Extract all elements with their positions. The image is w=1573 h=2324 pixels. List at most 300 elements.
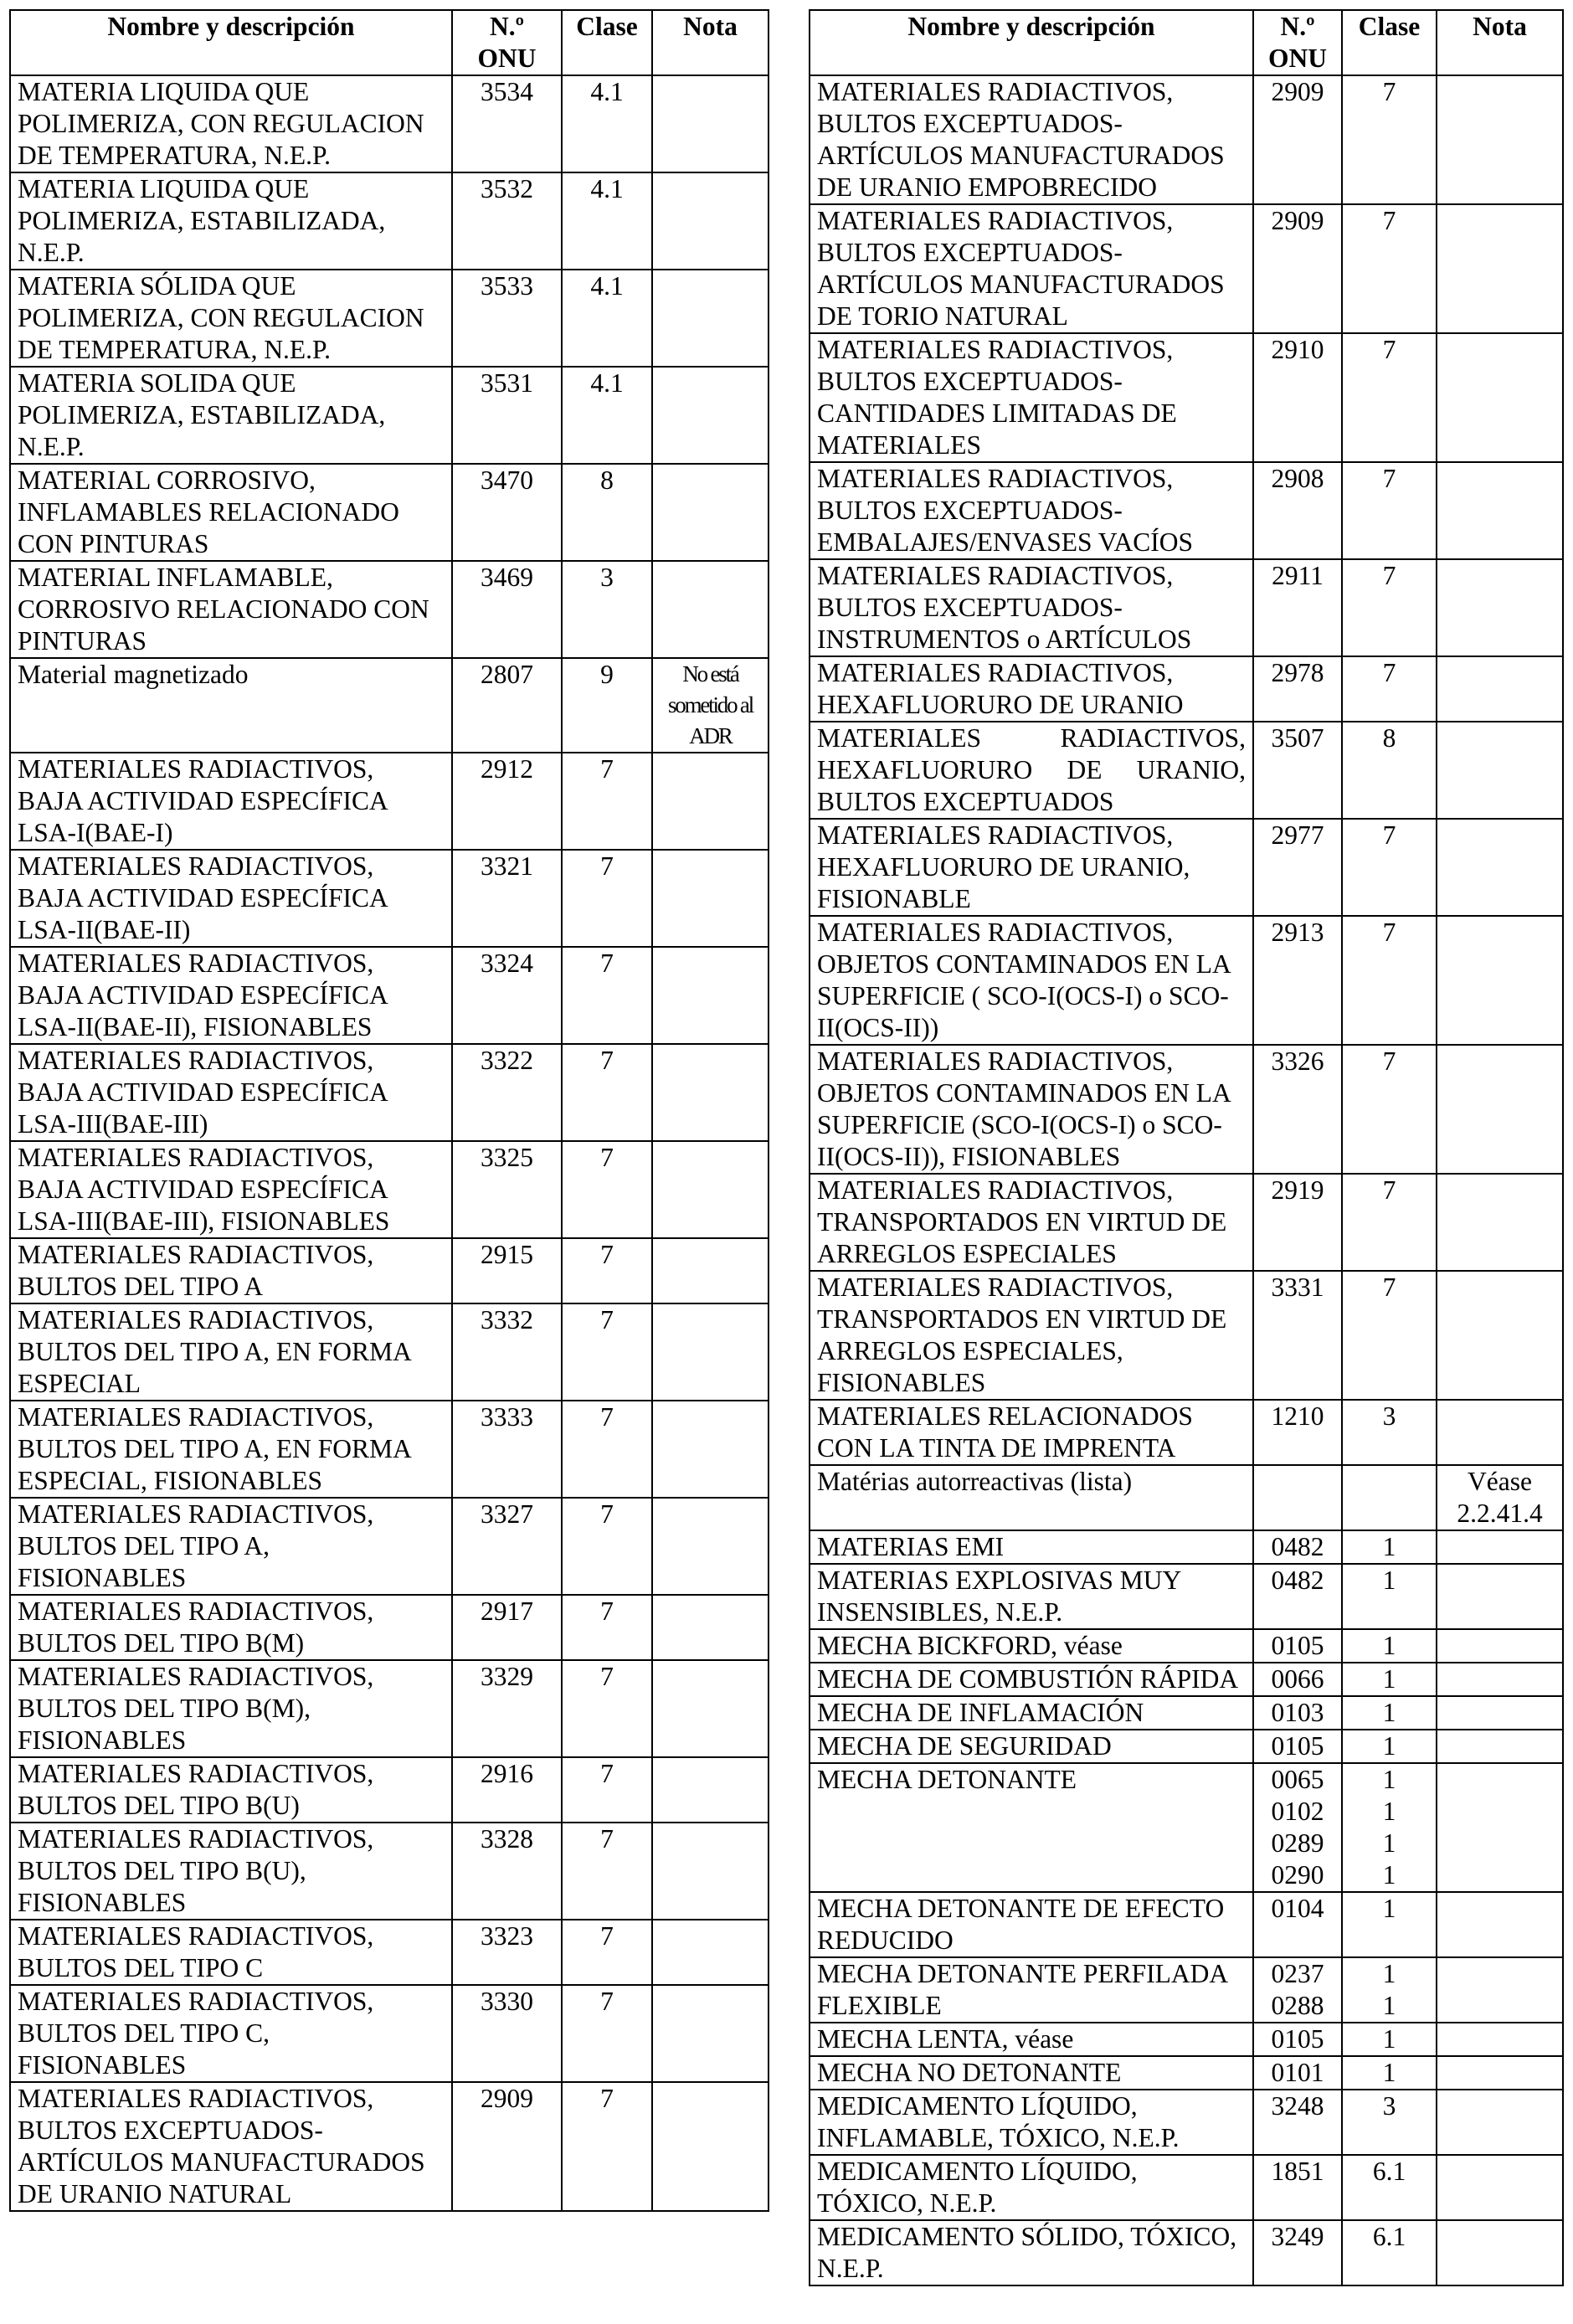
cell-nota (652, 1920, 769, 1985)
onu-value: 2913 (1271, 918, 1324, 947)
cell-onu (452, 1757, 562, 1823)
table-row (10, 850, 769, 947)
cell-clase (1342, 1663, 1437, 1696)
cell-onu (452, 367, 562, 464)
cell-nota (652, 1401, 769, 1498)
cell-onu (452, 2082, 562, 2211)
cell-clase (1342, 1730, 1437, 1763)
clase-value: 7 (600, 1596, 614, 1626)
onu-value: 3469 (481, 563, 533, 592)
cell-nota (652, 75, 769, 172)
table-row (810, 2023, 1563, 2056)
cell-nota: No está sometido al ADR (652, 658, 769, 753)
clase-value: 1 (1382, 1991, 1396, 2020)
table-row (810, 1400, 1563, 1465)
table-row (810, 1530, 1563, 1564)
cell-onu (1253, 819, 1342, 916)
clase-value: 7 (1382, 206, 1396, 235)
table-row (10, 75, 769, 172)
cell-name: MATERIA LIQUIDA QUE POLIMERIZA, ESTABILIZADA, N.E.P. (10, 172, 452, 270)
clase-value: 1 (1382, 1894, 1396, 1923)
clase-value: 4.1 (590, 77, 624, 106)
cell-onu (1253, 559, 1342, 656)
cell-name: MECHA LENTA, véase (810, 2023, 1253, 2056)
cell-nota (1437, 819, 1563, 916)
cell-nota (1437, 1957, 1563, 2023)
clase-value: 3 (600, 563, 614, 592)
clase-value: 3 (1382, 2091, 1396, 2121)
onu-value: 3333 (481, 1402, 533, 1432)
table-row (810, 559, 1563, 656)
cell-name: MATERIALES RADIACTIVOS, TRANSPORTADOS EN VIRTUD DE ARREGLOS ESPECIALES, FISIONABLES (810, 1271, 1253, 1400)
cell-onu (1253, 1400, 1342, 1465)
cell-nota (652, 172, 769, 270)
table-row (10, 1985, 769, 2082)
clase-value: 7 (1382, 1175, 1396, 1205)
cell-name: MATERIAS EMI (810, 1530, 1253, 1564)
cell-clase (562, 753, 652, 850)
header-nota: Nota (652, 10, 769, 75)
cell-name: MATERIA SOLIDA QUE POLIMERIZA, ESTABILIZADA, N.E.P. (10, 367, 452, 464)
clase-value: 7 (600, 851, 614, 881)
cell-name: MATERIALES RADIACTIVOS, BULTOS DEL TIPO A, EN FORMA ESPECIAL (10, 1303, 452, 1401)
table-row (810, 1696, 1563, 1730)
cell-clase (562, 1141, 652, 1238)
clase-value: 7 (600, 1921, 614, 1951)
cell-name: MATERIALES RADIACTIVOS, TRANSPORTADOS EN VIRTUD DE ARREGLOS ESPECIALES (810, 1174, 1253, 1271)
onu-value: 1210 (1271, 1401, 1324, 1431)
cell-nota (1437, 204, 1563, 333)
cell-onu (1253, 1957, 1342, 2023)
clase-value: 6.1 (1372, 2222, 1406, 2251)
table-row (810, 1045, 1563, 1174)
cell-nota (652, 1498, 769, 1595)
cell-clase (562, 172, 652, 270)
cell-nota (652, 850, 769, 947)
cell-onu (1253, 1696, 1342, 1730)
cell-name: MATERIALES RADIACTIVOS, BAJA ACTIVIDAD ESPECÍFICA LSA-III(BAE-III), FISIONABLES (10, 1141, 452, 1238)
cell-name: MEDICAMENTO SÓLIDO, TÓXICO, N.E.P. (810, 2220, 1253, 2285)
onu-value: 0288 (1271, 1991, 1324, 2020)
onu-value: 0105 (1271, 2024, 1324, 2054)
clase-value: 8 (1382, 723, 1396, 753)
onu-value: 2978 (1271, 658, 1324, 687)
clase-value: 7 (600, 949, 614, 978)
cell-clase (562, 1238, 652, 1303)
cell-nota (1437, 1400, 1563, 1465)
cell-name: MATERIALES RADIACTIVOS, BAJA ACTIVIDAD ESPECÍFICA LSA-III(BAE-III) (10, 1044, 452, 1141)
clase-value: 7 (600, 1305, 614, 1334)
clase-value: 7 (600, 1046, 614, 1075)
cell-onu (1253, 75, 1342, 204)
cell-clase (1342, 75, 1437, 204)
onu-value: 0066 (1271, 1664, 1324, 1694)
cell-onu (1253, 1271, 1342, 1400)
cell-nota (1437, 559, 1563, 656)
table-row (10, 1303, 769, 1401)
table-row (810, 1174, 1563, 1271)
clase-value: 7 (600, 1402, 614, 1432)
cell-nota (1437, 462, 1563, 559)
cell-nota (652, 947, 769, 1044)
onu-value: 3325 (481, 1143, 533, 1172)
cell-nota (652, 464, 769, 561)
table-header-row (10, 10, 769, 75)
cell-nota (1437, 1892, 1563, 1957)
onu-value: 3534 (481, 77, 533, 106)
cell-onu (1253, 1629, 1342, 1663)
cell-clase (1342, 1957, 1437, 2023)
cell-onu (1253, 2220, 1342, 2285)
cell-nota (1437, 1629, 1563, 1663)
clase-value: 1 (1382, 1828, 1396, 1858)
cell-onu (1253, 2056, 1342, 2090)
cell-onu (1253, 1663, 1342, 1696)
cell-nota (652, 1303, 769, 1401)
cell-name: MATERIALES RADIACTIVOS, BULTOS DEL TIPO A, EN FORMA ESPECIAL, FISIONABLES (10, 1401, 452, 1498)
table-row (10, 2082, 769, 2211)
cell-nota: Véase 2.2.41.4 (1437, 1465, 1563, 1530)
table-row (10, 1498, 769, 1595)
cell-onu (1253, 1730, 1342, 1763)
clase-value: 7 (1382, 1273, 1396, 1302)
table-row (10, 367, 769, 464)
table-row (810, 204, 1563, 333)
table-row (810, 1663, 1563, 1696)
onu-value: 3332 (481, 1305, 533, 1334)
cell-clase (1342, 1530, 1437, 1564)
cell-clase (1342, 1696, 1437, 1730)
cell-name: Material magnetizado (10, 658, 452, 753)
cell-nota (1437, 1663, 1563, 1696)
clase-value: 7 (1382, 658, 1396, 687)
clase-value: 1 (1382, 1566, 1396, 1595)
cell-clase (1342, 656, 1437, 722)
header-clase: Clase (562, 10, 652, 75)
cell-onu (452, 1985, 562, 2082)
cell-onu (1253, 1564, 1342, 1629)
cell-onu (1253, 2023, 1342, 2056)
onu-value: 2910 (1271, 335, 1324, 364)
clase-value: 1 (1382, 1664, 1396, 1694)
clase-value: 7 (1382, 1046, 1396, 1076)
cell-name: MEDICAMENTO LÍQUIDO, INFLAMABLE, TÓXICO, N.E.P. (810, 2090, 1253, 2155)
table-row (810, 2090, 1563, 2155)
table-row (10, 1757, 769, 1823)
cell-nota (1437, 1271, 1563, 1400)
cell-name: MATERIALES RADIACTIVOS, BULTOS DEL TIPO C (10, 1920, 452, 1985)
cell-clase (562, 367, 652, 464)
onu-value: 3248 (1271, 2091, 1324, 2121)
cell-name: MATERIALES RADIACTIVOS, BULTOS EXCEPTUADOS-EMBALAJES/ENVASES VACÍOS (810, 462, 1253, 559)
onu-value: 3532 (481, 174, 533, 203)
onu-value: 2911 (1272, 561, 1324, 590)
cell-name: MATERIALES RELACIONADOS CON LA TINTA DE IMPRENTA (810, 1400, 1253, 1465)
clase-value: 7 (1382, 918, 1396, 947)
onu-value: 0103 (1271, 1698, 1324, 1727)
cell-onu (452, 1595, 562, 1660)
table-row (10, 1044, 769, 1141)
cell-clase (562, 464, 652, 561)
clase-value: 7 (600, 1824, 614, 1854)
dangerous-goods-table-left (9, 9, 769, 2212)
cell-clase (562, 1498, 652, 1595)
cell-onu (1253, 656, 1342, 722)
cell-name: MATERIALES RADIACTIVOS, BULTOS DEL TIPO B(M), FISIONABLES (10, 1660, 452, 1757)
cell-clase (562, 1823, 652, 1920)
clase-value: 7 (600, 2084, 614, 2113)
cell-clase (1342, 1629, 1437, 1663)
onu-value: 1851 (1271, 2157, 1324, 2186)
table-row (10, 1823, 769, 1920)
clase-value: 7 (1382, 820, 1396, 850)
clase-value: 8 (600, 465, 614, 495)
cell-onu (1253, 2090, 1342, 2155)
cell-onu (452, 1823, 562, 1920)
cell-name: MEDICAMENTO LÍQUIDO, TÓXICO, N.E.P. (810, 2155, 1253, 2220)
cell-nota (1437, 333, 1563, 462)
onu-value: 0482 (1271, 1532, 1324, 1561)
cell-onu (1253, 1892, 1342, 1957)
cell-nota (652, 1238, 769, 1303)
cell-clase (1342, 916, 1437, 1045)
cell-nota (1437, 2056, 1563, 2090)
clase-value: 7 (600, 1662, 614, 1691)
onu-value: 3328 (481, 1824, 533, 1854)
cell-clase (1342, 1400, 1437, 1465)
onu-value: 2915 (481, 1240, 533, 1269)
cell-name: MECHA DE INFLAMACIÓN (810, 1696, 1253, 1730)
onu-value: 0105 (1271, 1631, 1324, 1660)
onu-value: 2917 (481, 1596, 533, 1626)
onu-value: 2908 (1271, 464, 1324, 493)
onu-value: 2912 (481, 754, 533, 784)
cell-onu (1253, 2155, 1342, 2220)
cell-clase (562, 75, 652, 172)
cell-clase (1342, 2056, 1437, 2090)
table-row (810, 819, 1563, 916)
table-row (810, 1892, 1563, 1957)
table-row (810, 462, 1563, 559)
cell-onu (1253, 1530, 1342, 1564)
cell-clase (562, 1303, 652, 1401)
onu-value: 3531 (481, 368, 533, 398)
onu-value: 0065 (1271, 1765, 1324, 1794)
cell-onu (1253, 1045, 1342, 1174)
cell-clase (562, 850, 652, 947)
table-row (810, 2220, 1563, 2285)
cell-name: MATERIALES RADIACTIVOS, HEXAFLUORURO DE URANIO (810, 656, 1253, 722)
clase-value: 7 (1382, 561, 1396, 590)
onu-value: 2909 (1271, 206, 1324, 235)
cell-name: MATERIALES RADIACTIVOS, BAJA ACTIVIDAD ESPECÍFICA LSA-I(BAE-I) (10, 753, 452, 850)
cell-nota (652, 1660, 769, 1757)
cell-onu (452, 270, 562, 367)
cell-name: MECHA NO DETONANTE (810, 2056, 1253, 2090)
header-onu: N.º ONU (1253, 10, 1342, 75)
table-row (10, 1141, 769, 1238)
table-row (810, 1564, 1563, 1629)
cell-clase (562, 1044, 652, 1141)
onu-value: 3330 (481, 1987, 533, 2016)
onu-value: 3324 (481, 949, 533, 978)
clase-value: 7 (1382, 335, 1396, 364)
cell-name: MATERIALES RADIACTIVOS, BULTOS EXCEPTUADOS-INSTRUMENTOS o ARTÍCULOS (810, 559, 1253, 656)
cell-clase (1342, 559, 1437, 656)
cell-name: MATERIALES RADIACTIVOS, BULTOS DEL TIPO A (10, 1238, 452, 1303)
cell-onu (452, 1044, 562, 1141)
clase-value: 7 (600, 1987, 614, 2016)
clase-value: 7 (600, 1499, 614, 1529)
cell-name: MATERIALES RADIACTIVOS, BULTOS EXCEPTUADOS-ARTÍCULOS MANUFACTURADOS DE TORIO NATURAL (810, 204, 1253, 333)
cell-name: MATERIALES RADIACTIVOS, HEXAFLUORURO DE URANIO, BULTOS EXCEPTUADOS (810, 722, 1253, 819)
header-clase: Clase (1342, 10, 1437, 75)
cell-name: MATERIALES RADIACTIVOS, BULTOS DEL TIPO B(U), FISIONABLES (10, 1823, 452, 1920)
onu-value: 2909 (481, 2084, 533, 2113)
clase-value: 1 (1382, 1631, 1396, 1660)
onu-value: 3321 (481, 851, 533, 881)
header-onu: N.º ONU (452, 10, 562, 75)
table-row (810, 1271, 1563, 1400)
cell-nota (1437, 75, 1563, 204)
table-row (810, 1957, 1563, 2023)
onu-value: 0101 (1271, 2058, 1324, 2087)
cell-onu (452, 1920, 562, 1985)
table-row (10, 1595, 769, 1660)
table-row (810, 1629, 1563, 1663)
header-nombre: Nombre y descripción (10, 10, 452, 75)
onu-value: 3331 (1271, 1273, 1324, 1302)
cell-onu (1253, 1465, 1342, 1530)
clase-value: 1 (1382, 2024, 1396, 2054)
cell-clase (562, 561, 652, 658)
table-row (810, 722, 1563, 819)
cell-clase (562, 1401, 652, 1498)
cell-onu (452, 1141, 562, 1238)
cell-onu (452, 850, 562, 947)
clase-value: 7 (600, 1143, 614, 1172)
onu-value: 3507 (1271, 723, 1324, 753)
clase-value: 1 (1382, 2058, 1396, 2087)
cell-clase (562, 1595, 652, 1660)
table-header-row (810, 10, 1563, 75)
cell-nota (652, 1985, 769, 2082)
clase-value: 1 (1382, 1797, 1396, 1826)
cell-clase (1342, 722, 1437, 819)
table-row (10, 172, 769, 270)
cell-clase (562, 1660, 652, 1757)
cell-clase (562, 270, 652, 367)
cell-name: MECHA DETONANTE (810, 1763, 1253, 1892)
table-body-right (810, 75, 1563, 2285)
cell-onu (1253, 333, 1342, 462)
clase-value: 6.1 (1372, 2157, 1406, 2186)
cell-nota (1437, 2220, 1563, 2285)
onu-value: 0102 (1271, 1797, 1324, 1826)
cell-onu (452, 75, 562, 172)
onu-value: 2916 (481, 1759, 533, 1788)
cell-nota (652, 367, 769, 464)
clase-value: 1 (1382, 1532, 1396, 1561)
cell-onu (1253, 916, 1342, 1045)
table-row (810, 333, 1563, 462)
onu-value: 3329 (481, 1662, 533, 1691)
table-row (10, 1238, 769, 1303)
table-row (10, 464, 769, 561)
clase-value: 9 (600, 660, 614, 689)
cell-onu (452, 753, 562, 850)
clase-value: 7 (600, 1240, 614, 1269)
cell-name: MATERIALES RADIACTIVOS, OBJETOS CONTAMINADOS EN LA SUPERFICIE ( SCO-I(OCS-I) o SCO-II(OCS-II)) (810, 916, 1253, 1045)
cell-clase (562, 1757, 652, 1823)
clase-value: 1 (1382, 1860, 1396, 1890)
cell-clase (1342, 1271, 1437, 1400)
onu-value: 2909 (1271, 77, 1324, 106)
table-row (810, 656, 1563, 722)
cell-nota (652, 1595, 769, 1660)
clase-value: 4.1 (590, 368, 624, 398)
table-row (810, 75, 1563, 204)
onu-value: 2977 (1271, 820, 1324, 850)
cell-name: MATERIAL INFLAMABLE, CORROSIVO RELACIONADO CON PINTURAS (10, 561, 452, 658)
cell-clase (562, 947, 652, 1044)
cell-nota (652, 561, 769, 658)
cell-name: MATERIALES RADIACTIVOS, BULTOS EXCEPTUADOS-ARTÍCULOS MANUFACTURADOS DE URANIO EMPOBRECIDO (810, 75, 1253, 204)
cell-nota (1437, 1564, 1563, 1629)
onu-value: 0289 (1271, 1828, 1324, 1858)
onu-value: 2919 (1271, 1175, 1324, 1205)
cell-clase (1342, 2023, 1437, 2056)
cell-onu (1253, 1174, 1342, 1271)
cell-name: MECHA DE COMBUSTIÓN RÁPIDA (810, 1663, 1253, 1696)
cell-clase (562, 2082, 652, 2211)
onu-value: 0290 (1271, 1860, 1324, 1890)
cell-onu (1253, 1763, 1342, 1892)
cell-clase (1342, 2090, 1437, 2155)
onu-value: 3533 (481, 271, 533, 301)
table-row (10, 561, 769, 658)
cell-clase (562, 658, 652, 753)
header-nombre: Nombre y descripción (810, 10, 1253, 75)
cell-nota (652, 1044, 769, 1141)
cell-name: MATERIA LIQUIDA QUE POLIMERIZA, CON REGULACION DE TEMPERATURA, N.E.P. (10, 75, 452, 172)
cell-clase (1342, 2155, 1437, 2220)
cell-name: MATERIALES RADIACTIVOS, BULTOS DEL TIPO B(U) (10, 1757, 452, 1823)
cell-clase (1342, 819, 1437, 916)
cell-nota (652, 270, 769, 367)
cell-onu (452, 658, 562, 753)
clase-value: 7 (1382, 464, 1396, 493)
cell-name: MATERIALES RADIACTIVOS, BULTOS EXCEPTUADOS-CANTIDADES LIMITADAS DE MATERIALES (810, 333, 1253, 462)
cell-nota (1437, 1174, 1563, 1271)
onu-value: 0105 (1271, 1731, 1324, 1761)
table-row (10, 753, 769, 850)
cell-onu (452, 561, 562, 658)
cell-onu (452, 1303, 562, 1401)
clase-value: 1 (1382, 1959, 1396, 1988)
cell-nota (1437, 916, 1563, 1045)
cell-clase (1342, 1174, 1437, 1271)
cell-clase (1342, 1465, 1437, 1530)
cell-name: MECHA DETONANTE DE EFECTO REDUCIDO (810, 1892, 1253, 1957)
table-row (10, 270, 769, 367)
cell-name: MECHA DETONANTE PERFILADA FLEXIBLE (810, 1957, 1253, 2023)
cell-name: MATERIALES RADIACTIVOS, HEXAFLUORURO DE URANIO, FISIONABLE (810, 819, 1253, 916)
table-row (810, 2155, 1563, 2220)
cell-nota (1437, 1696, 1563, 1730)
cell-onu (452, 1660, 562, 1757)
cell-onu (1253, 722, 1342, 819)
